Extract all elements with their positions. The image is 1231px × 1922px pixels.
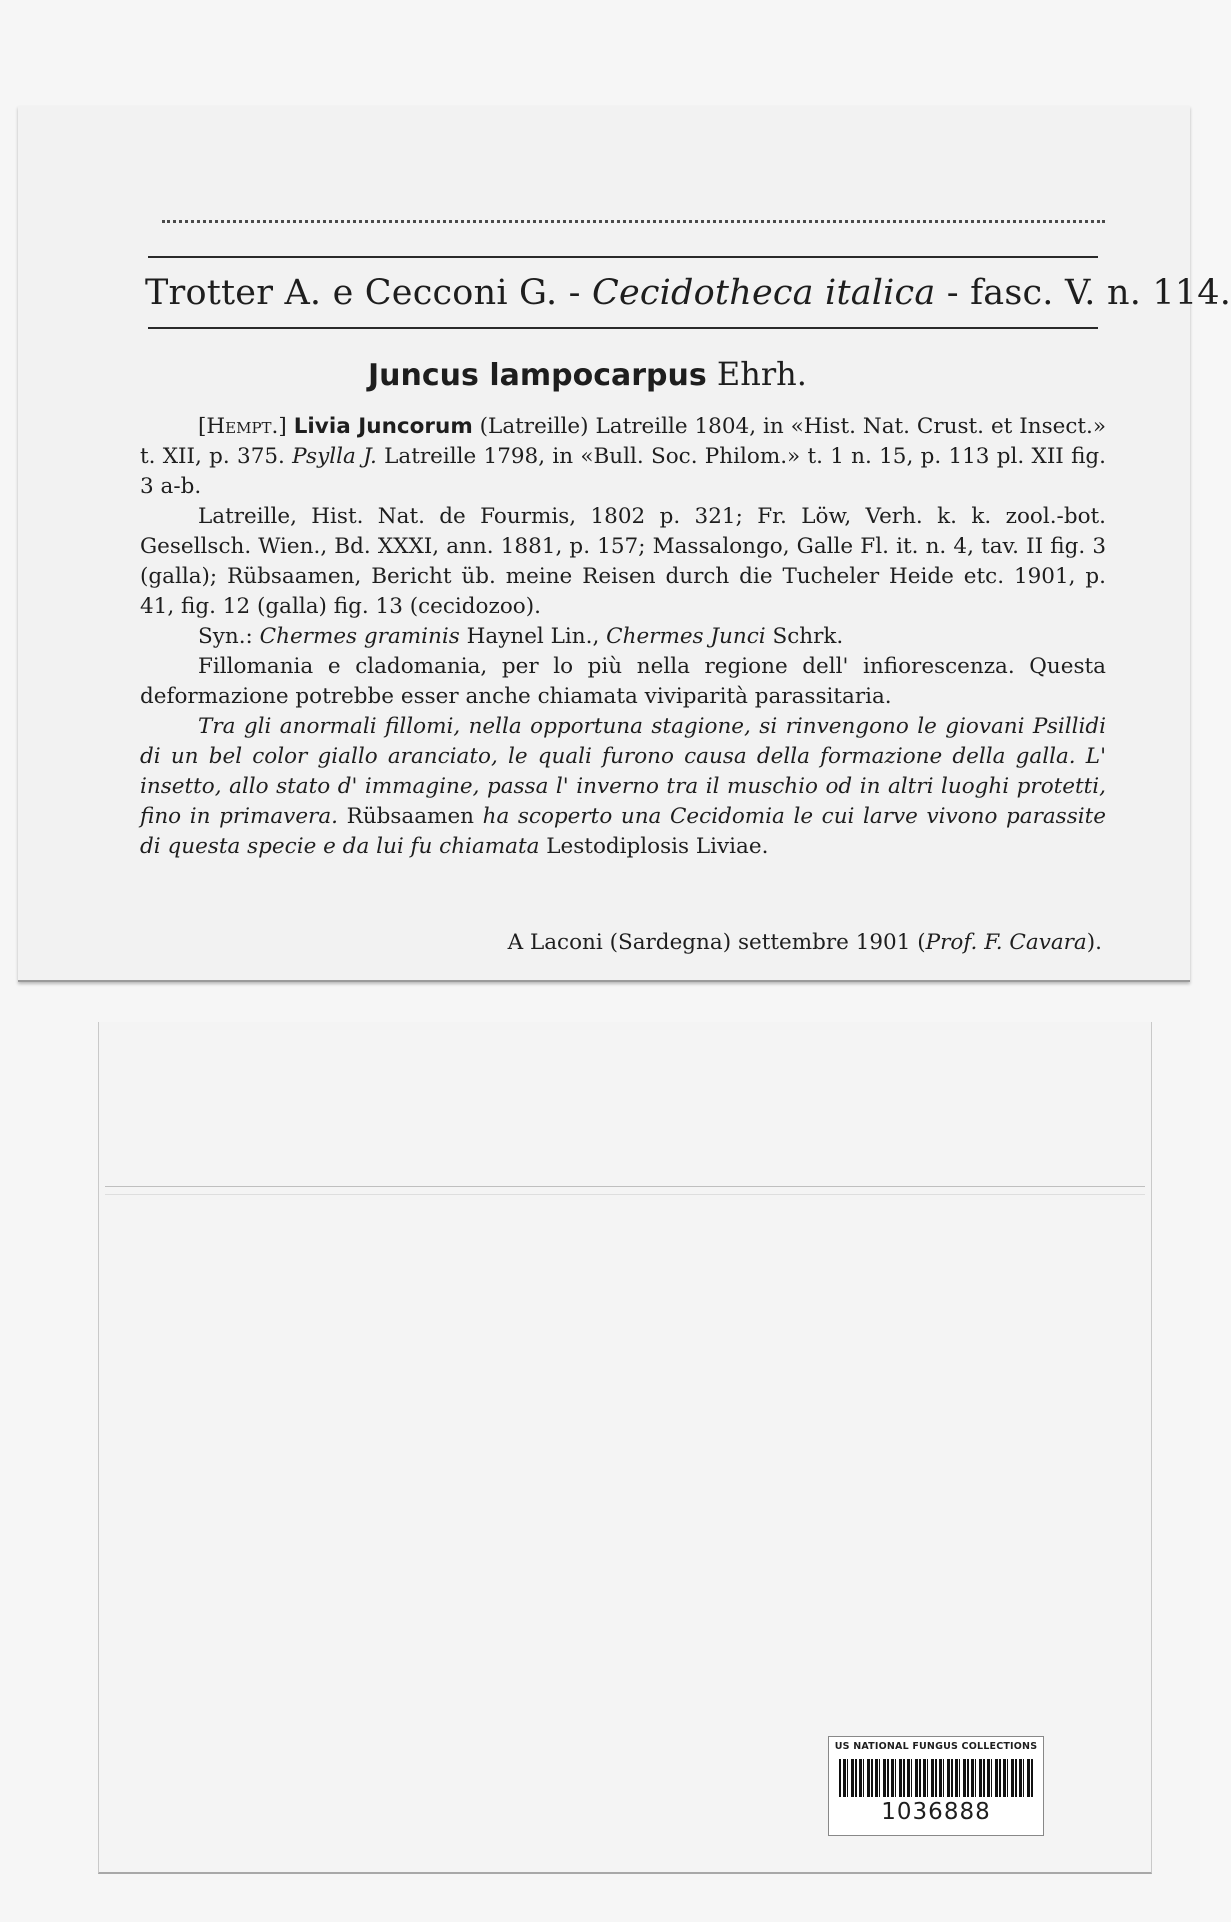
barcode-icon	[839, 1759, 1033, 1797]
notes-roman-2: Lestodiplosis Liviae.	[546, 834, 769, 859]
insect-synonym: Psylla J.	[292, 444, 377, 469]
insect-order: [Hempt.]	[198, 414, 287, 439]
barcode-number: 1036888	[881, 1799, 991, 1825]
barcode-title: US NATIONAL FUNGUS COLLECTIONS	[834, 1741, 1038, 1752]
species-authority: Ehrh.	[716, 355, 807, 393]
synonym-1-author: Haynel Lin.,	[459, 624, 607, 649]
collection-locality	[508, 928, 1102, 958]
synonyms-prefix: Syn.:	[198, 624, 260, 649]
paragraph-insect	[140, 412, 1106, 502]
synonym-1: Chermes graminis	[259, 624, 460, 649]
synonym-2-author: Schrk.	[765, 624, 844, 649]
insect-name: Livia Juncorum	[293, 414, 473, 439]
label-body	[140, 412, 1106, 862]
envelope-flap-shadow	[105, 1194, 1145, 1195]
locality-close: ).	[1086, 930, 1102, 955]
notes-roman-1: Rübsaamen	[346, 804, 483, 829]
synonym-2: Chermes Junci	[606, 624, 766, 649]
notes-italic: Tra gli anormali fillomi, nella opportuna stagione, si rinvengono le giovani Psillidi di un bel color giallo aranciato, le quali furono causa della formazione della galla. L' insetto, allo stato d' immagine, passa l' inverno tra il muschio od in altri luoghi protetti, fino in primavera.	[140, 714, 1106, 829]
header-series: Cecidotheca italica	[591, 273, 936, 313]
dotted-divider	[162, 220, 1105, 223]
barcode-label	[828, 1736, 1044, 1836]
paragraph-synonyms	[140, 622, 1106, 652]
paragraph-notes	[140, 712, 1106, 862]
paragraph-literature: Latreille, Hist. Nat. de Fourmis, 1802 p. 321; Fr. Löw, Verh. k. k. zool.-bot. Gesellsch. Wien., Bd. XXXI, ann. 1881, p. 157; Massalongo, Galle Fl. it. n. 4, tav. II fig. 3 (galla); Rübsaamen, Bericht üb. meine Reisen durch die Tucheler Heide etc. 1901, p. 41, fig. 12 (galla) fig. 13 (cecidozoo).	[140, 504, 1106, 619]
host-species	[368, 354, 928, 396]
header-rule-top	[148, 256, 1098, 258]
header-fascicle: - fasc. V. n. 114.	[935, 273, 1231, 313]
header-authors: Trotter A. e Cecconi G. -	[145, 273, 592, 313]
locality-text: A Laconi (Sardegna) settembre 1901 (	[507, 930, 926, 955]
paragraph-description: Fillomania e cladomania, per lo più nella regione dell' infiorescenza. Questa deformazione potrebbe esser anche chiamata viviparità parassitaria.	[140, 654, 1106, 709]
species-name: Juncus lampocarpus	[368, 358, 707, 393]
collector: Prof. F. Cavara	[925, 930, 1087, 955]
insect-citation-a: (Latreille) Latreille 1804, in «Hist. Nat. Crust. et Insect.» t. XII, p. 375.	[140, 414, 1107, 469]
header-rule-bottom	[148, 327, 1098, 329]
label-header	[145, 266, 1231, 320]
notes-italic-2: ha scoperto una Cecidomia le cui larve vivono parassite di questa specie e da lui fu chiamata	[140, 804, 1106, 859]
insect-citation-b: Latreille 1798, in «Bull. Soc. Philom.» t. 1 n. 15, p. 113 pl. XII fig. 3 a-b.	[140, 444, 1107, 499]
envelope-flap-edge	[105, 1186, 1145, 1187]
